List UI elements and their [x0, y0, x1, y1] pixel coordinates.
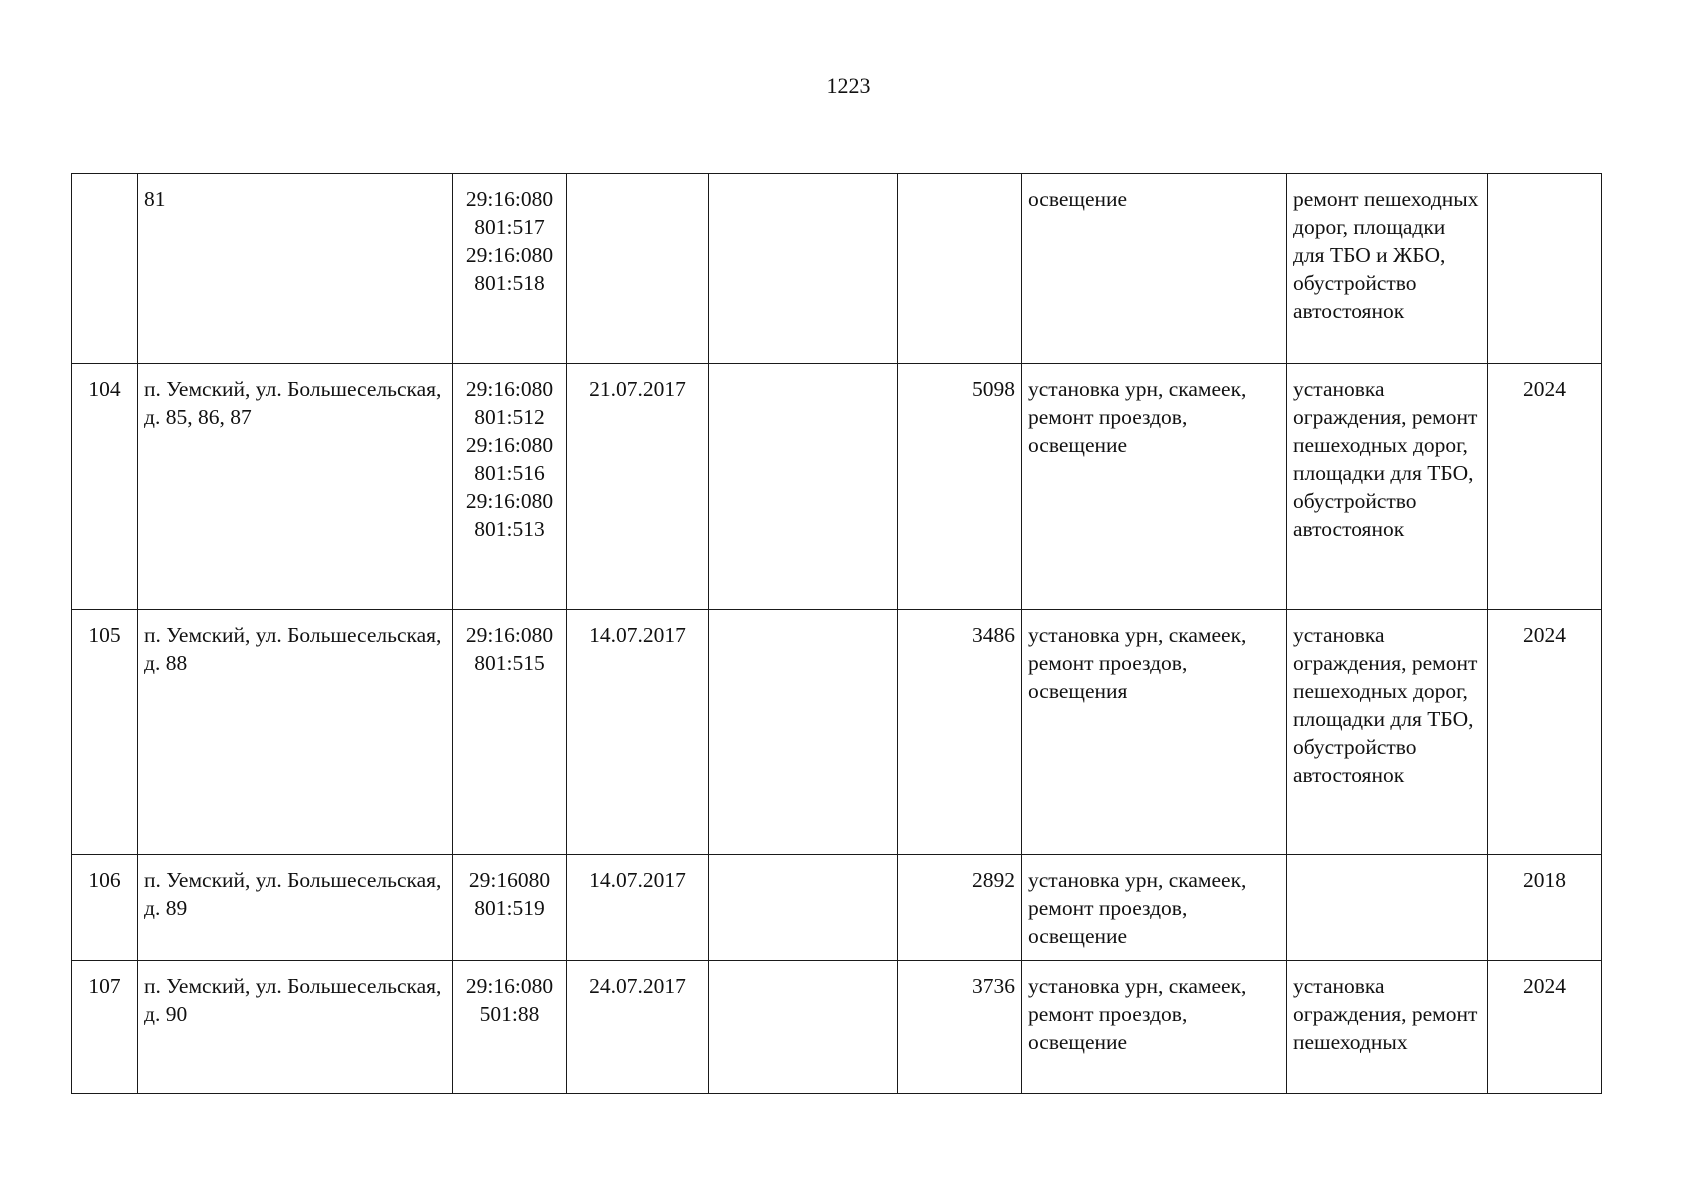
empty-cell — [709, 174, 898, 364]
year-cell: 2024 — [1488, 610, 1602, 855]
row-number-cell: 105 — [72, 610, 138, 855]
cadastral-number-cell: 29:16:080 801:515 — [453, 610, 567, 855]
address-cell: п. Уемский, ул. Большесельская, д. 89 — [138, 855, 453, 961]
additional-works-cell: установка ограждения, ремонт пешеходных — [1287, 961, 1488, 1094]
empty-cell — [709, 961, 898, 1094]
area-cell: 2892 — [898, 855, 1022, 961]
cadastral-number-cell: 29:16:080 501:88 — [453, 961, 567, 1094]
date-cell: 21.07.2017 — [567, 364, 709, 610]
table-row — [72, 610, 1602, 855]
year-cell: 2018 — [1488, 855, 1602, 961]
date-cell: 24.07.2017 — [567, 961, 709, 1094]
empty-cell — [709, 855, 898, 961]
table-row — [72, 174, 1602, 364]
date-cell: 14.07.2017 — [567, 610, 709, 855]
area-cell: 5098 — [898, 364, 1022, 610]
table-row — [72, 364, 1602, 610]
area-cell: 3486 — [898, 610, 1022, 855]
cadastral-number-cell: 29:16080 801:519 — [453, 855, 567, 961]
year-cell: 2024 — [1488, 961, 1602, 1094]
additional-works-cell: установка ограждения, ремонт пешеходных дорог, площадки для ТБО, обустройство автостоянок — [1287, 364, 1488, 610]
cadastral-number-cell: 29:16:080 801:512 29:16:080 801:516 29:16:080 801:513 — [453, 364, 567, 610]
additional-works-cell — [1287, 855, 1488, 961]
address-cell: п. Уемский, ул. Большесельская, д. 85, 86, 87 — [138, 364, 453, 610]
row-number-cell: 106 — [72, 855, 138, 961]
address-cell: 81 — [138, 174, 453, 364]
basic-works-cell: установка урн, скамеек, ремонт проездов, освещение — [1022, 855, 1287, 961]
row-number-cell: 107 — [72, 961, 138, 1094]
basic-works-cell: установка урн, скамеек, ремонт проездов, освещение — [1022, 961, 1287, 1094]
additional-works-cell: установка ограждения, ремонт пешеходных дорог, площадки для ТБО, обустройство автостоянок — [1287, 610, 1488, 855]
area-cell: 3736 — [898, 961, 1022, 1094]
row-number-cell: 104 — [72, 364, 138, 610]
year-cell: 2024 — [1488, 364, 1602, 610]
area-cell — [898, 174, 1022, 364]
basic-works-cell: установка урн, скамеек, ремонт проездов, освещение — [1022, 364, 1287, 610]
row-number-cell — [72, 174, 138, 364]
register-table — [71, 173, 1602, 1094]
date-cell — [567, 174, 709, 364]
additional-works-cell: ремонт пешеходных дорог, площадки для ТБО и ЖБО, обустройство автостоянок — [1287, 174, 1488, 364]
page-number: 1223 — [826, 73, 871, 98]
table-row — [72, 855, 1602, 961]
basic-works-cell: освещение — [1022, 174, 1287, 364]
table-row — [72, 961, 1602, 1094]
address-cell: п. Уемский, ул. Большесельская, д. 88 — [138, 610, 453, 855]
cadastral-number-cell: 29:16:080 801:517 29:16:080 801:518 — [453, 174, 567, 364]
address-cell: п. Уемский, ул. Большесельская, д. 90 — [138, 961, 453, 1094]
date-cell: 14.07.2017 — [567, 855, 709, 961]
year-cell — [1488, 174, 1602, 364]
basic-works-cell: установка урн, скамеек, ремонт проездов, освещения — [1022, 610, 1287, 855]
empty-cell — [709, 610, 898, 855]
empty-cell — [709, 364, 898, 610]
